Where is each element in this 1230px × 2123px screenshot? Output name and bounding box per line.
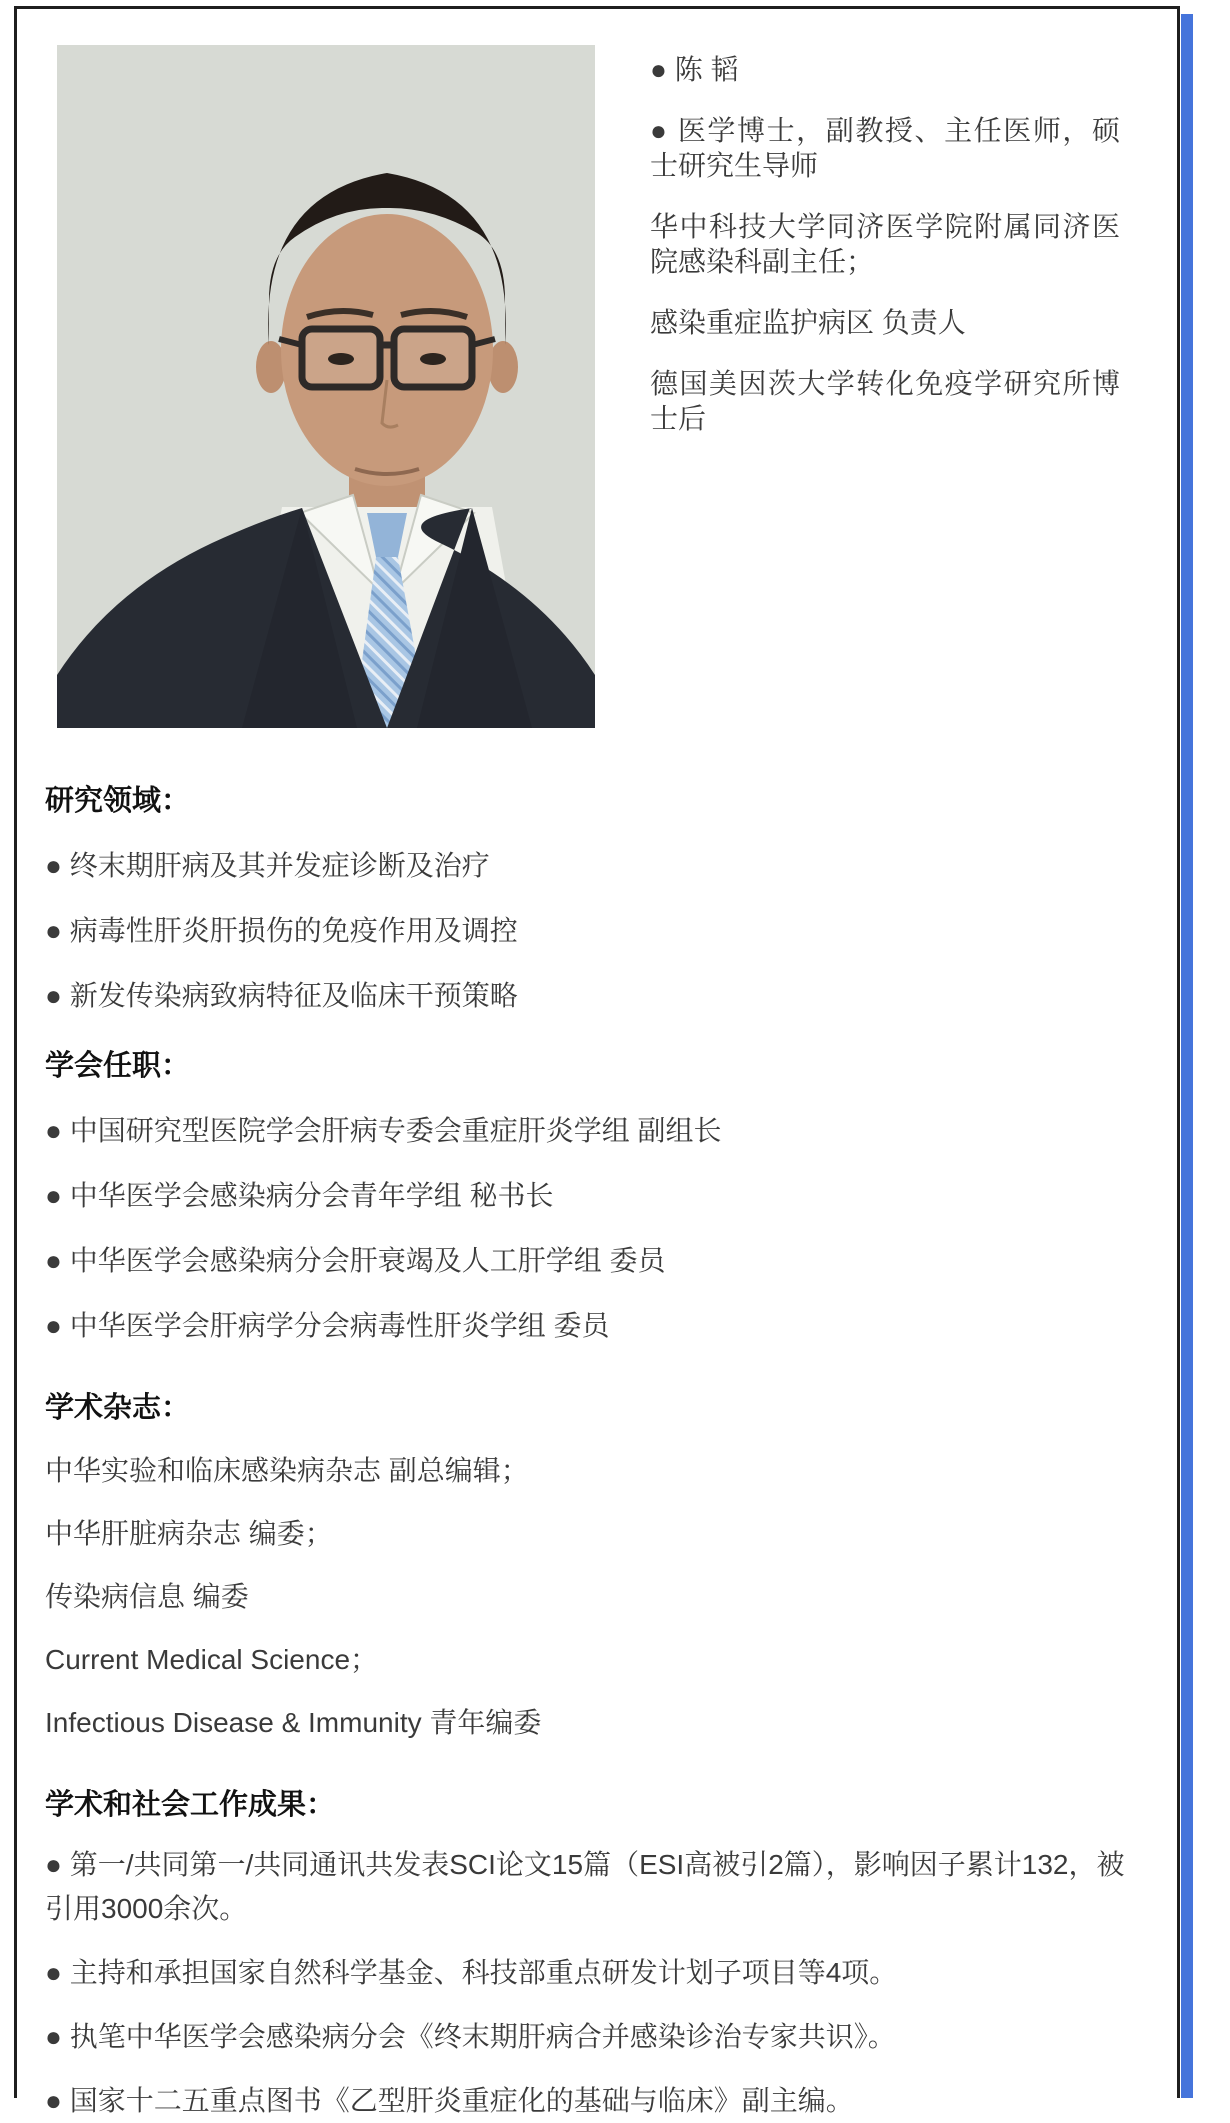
intro-line-name: ● 陈 韬 — [650, 54, 739, 85]
society-item: ● 中华医学会感染病分会青年学组 秘书长 — [45, 1180, 554, 1211]
journal-item: 中华肝脏病杂志 编委； — [45, 1518, 333, 1549]
journal-item: Current Medical Science； — [45, 1644, 379, 1675]
intro-line-postdoc: 德国美因茨大学转化免疫学研究所博士后 — [650, 368, 1120, 434]
society-item: ● 中华医学会感染病分会肝衰竭及人工肝学组 委员 — [45, 1245, 666, 1276]
achievement-item: ● 第一/共同第一/共同通讯共发表SCI论文15篇（ESI高被引2篇），影响因子累计132，被引用3000余次。 — [45, 1849, 1125, 1924]
society-item: ● 中国研究型医院学会肝病专委会重症肝炎学组 副组长 — [45, 1115, 722, 1146]
section-heading-research: 研究领域： — [45, 785, 191, 817]
intro-block — [650, 52, 1120, 462]
achievement-item: ● 国家十二五重点图书《乙型肝炎重症化的基础与临床》副主编。 — [45, 2085, 854, 2116]
research-item: ● 病毒性肝炎肝损伤的免疫作用及调控 — [45, 915, 518, 946]
journal-item: 中华实验和临床感染病杂志 副总编辑； — [45, 1455, 529, 1486]
intro-line-hospital: 华中科技大学同济医学院附属同济医院感染科副主任； — [650, 211, 1120, 277]
intro-line-titles: ● 医学博士，副教授、主任医师，硕士研究生导师 — [650, 115, 1120, 181]
society-item: ● 中华医学会肝病学分会病毒性肝炎学组 委员 — [45, 1310, 610, 1341]
intro-line-ward: 感染重症监护病区 负责人 — [650, 307, 966, 338]
research-item: ● 终末期肝病及其并发症诊断及治疗 — [45, 850, 490, 881]
section-heading-achievements: 学术和社会工作成果： — [45, 1789, 336, 1821]
section-heading-journals: 学术杂志： — [45, 1392, 191, 1424]
portrait-photo — [57, 45, 595, 728]
accent-bar — [1181, 14, 1193, 2098]
journal-item: 传染病信息 编委 — [45, 1581, 249, 1612]
sections-block — [45, 783, 1150, 2123]
journal-item: Infectious Disease & Immunity 青年编委 — [45, 1707, 542, 1738]
section-heading-society: 学会任职： — [45, 1050, 191, 1082]
achievement-item: ● 执笔中华医学会感染病分会《终末期肝病合并感染诊治专家共识》。 — [45, 2021, 896, 2052]
achievement-item: ● 主持和承担国家自然科学基金、科技部重点研发计划子项目等4项。 — [45, 1957, 898, 1988]
research-item: ● 新发传染病致病特征及临床干预策略 — [45, 980, 518, 1011]
